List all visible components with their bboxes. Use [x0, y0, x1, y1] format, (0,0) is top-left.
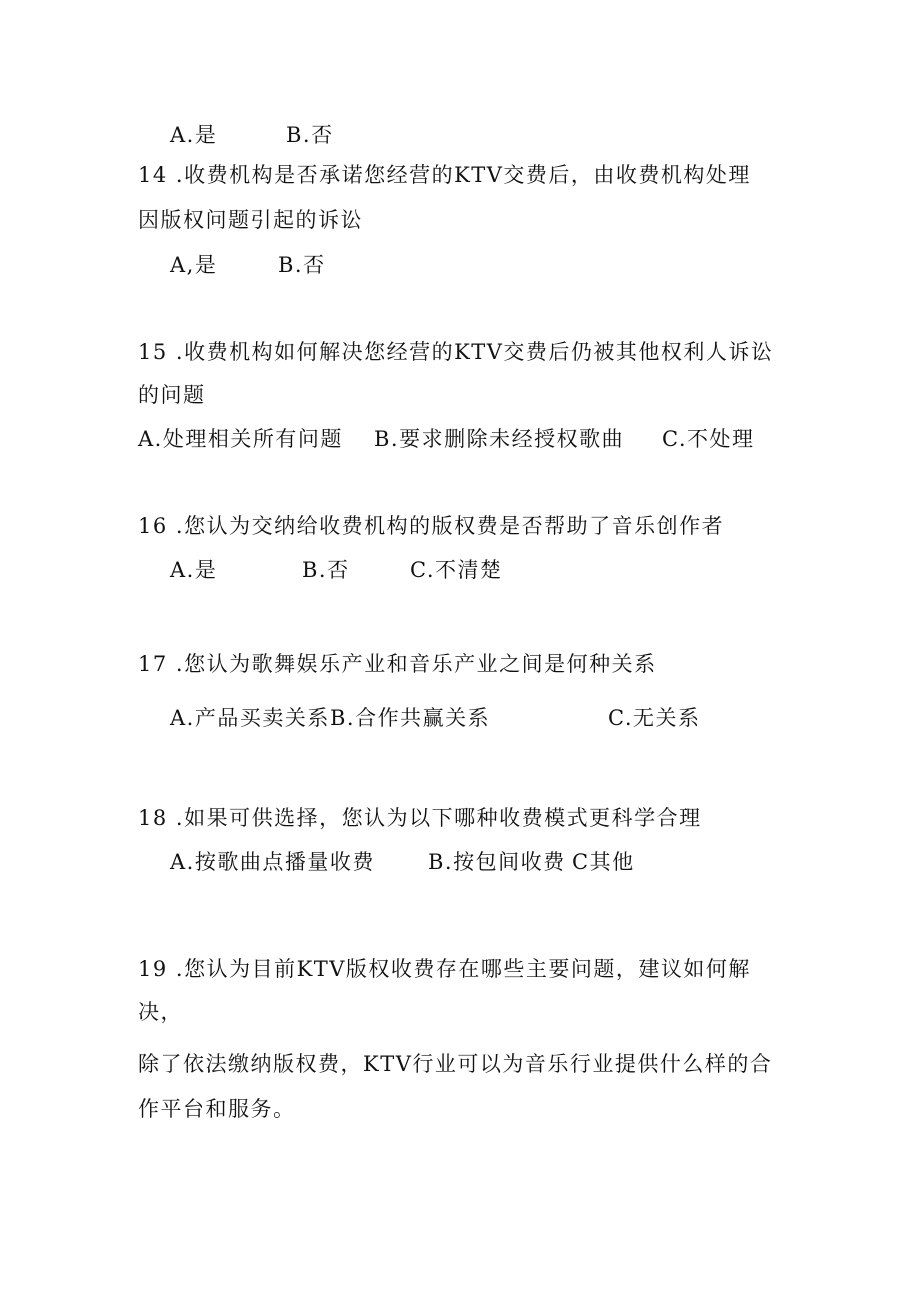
- q14-question-line1: 14 .收费机构是否承诺您经营的KTV交费后，由收费机构处理: [138, 163, 751, 187]
- q14-option-b: B.否: [278, 253, 326, 277]
- q19-question-line1: 19 .您认为目前KTV版权收费存在哪些主要问题，建议如何解: [138, 957, 751, 981]
- q16-option-a: A.是: [170, 558, 218, 582]
- q17-option-b: B.合作共赢关系: [330, 706, 491, 730]
- q19-question-line3: 除了依法缴纳版权费，KTV行业可以为音乐行业提供什么样的合: [138, 1052, 773, 1076]
- q18-option-b: B.按包间收费: [428, 850, 566, 874]
- q19-question-line2: 决，: [138, 1000, 183, 1024]
- q16-question-line1: 16 .您认为交纳给收费机构的版权费是否帮助了音乐创作者: [138, 514, 725, 538]
- q13-option-a: A.是: [170, 123, 218, 147]
- q16-option-b: B.否: [302, 558, 350, 582]
- q19-question-line4: 作平台和服务。: [138, 1097, 296, 1121]
- q14-question-line2: 因版权问题引起的诉讼: [138, 208, 363, 232]
- q15-question-line2: 的问题: [138, 383, 206, 407]
- q15-option-a: A.处理相关所有问题: [138, 427, 343, 451]
- q14-option-a: A,是: [170, 253, 218, 277]
- q17-option-c: C.无关系: [608, 706, 701, 730]
- q17-question-line1: 17 .您认为歌舞娱乐产业和音乐产业之间是何种关系: [138, 652, 657, 676]
- q18-option-a: A.按歌曲点播量收费: [170, 850, 375, 874]
- q15-question-line1: 15 .收费机构如何解决您经营的KTV交费后仍被其他权利人诉讼: [138, 340, 774, 364]
- q16-option-c: C.不清楚: [410, 558, 503, 582]
- q18-question-line1: 18 .如果可供选择，您认为以下哪种收费模式更科学合理: [138, 806, 702, 830]
- q13-option-b: B.否: [286, 123, 334, 147]
- q17-option-a: A.产品买卖关系: [170, 706, 330, 730]
- q15-option-b: B.要求删除未经授权歌曲: [374, 427, 625, 451]
- q15-option-c: C.不处理: [662, 427, 755, 451]
- q18-option-c: C其他: [572, 850, 635, 874]
